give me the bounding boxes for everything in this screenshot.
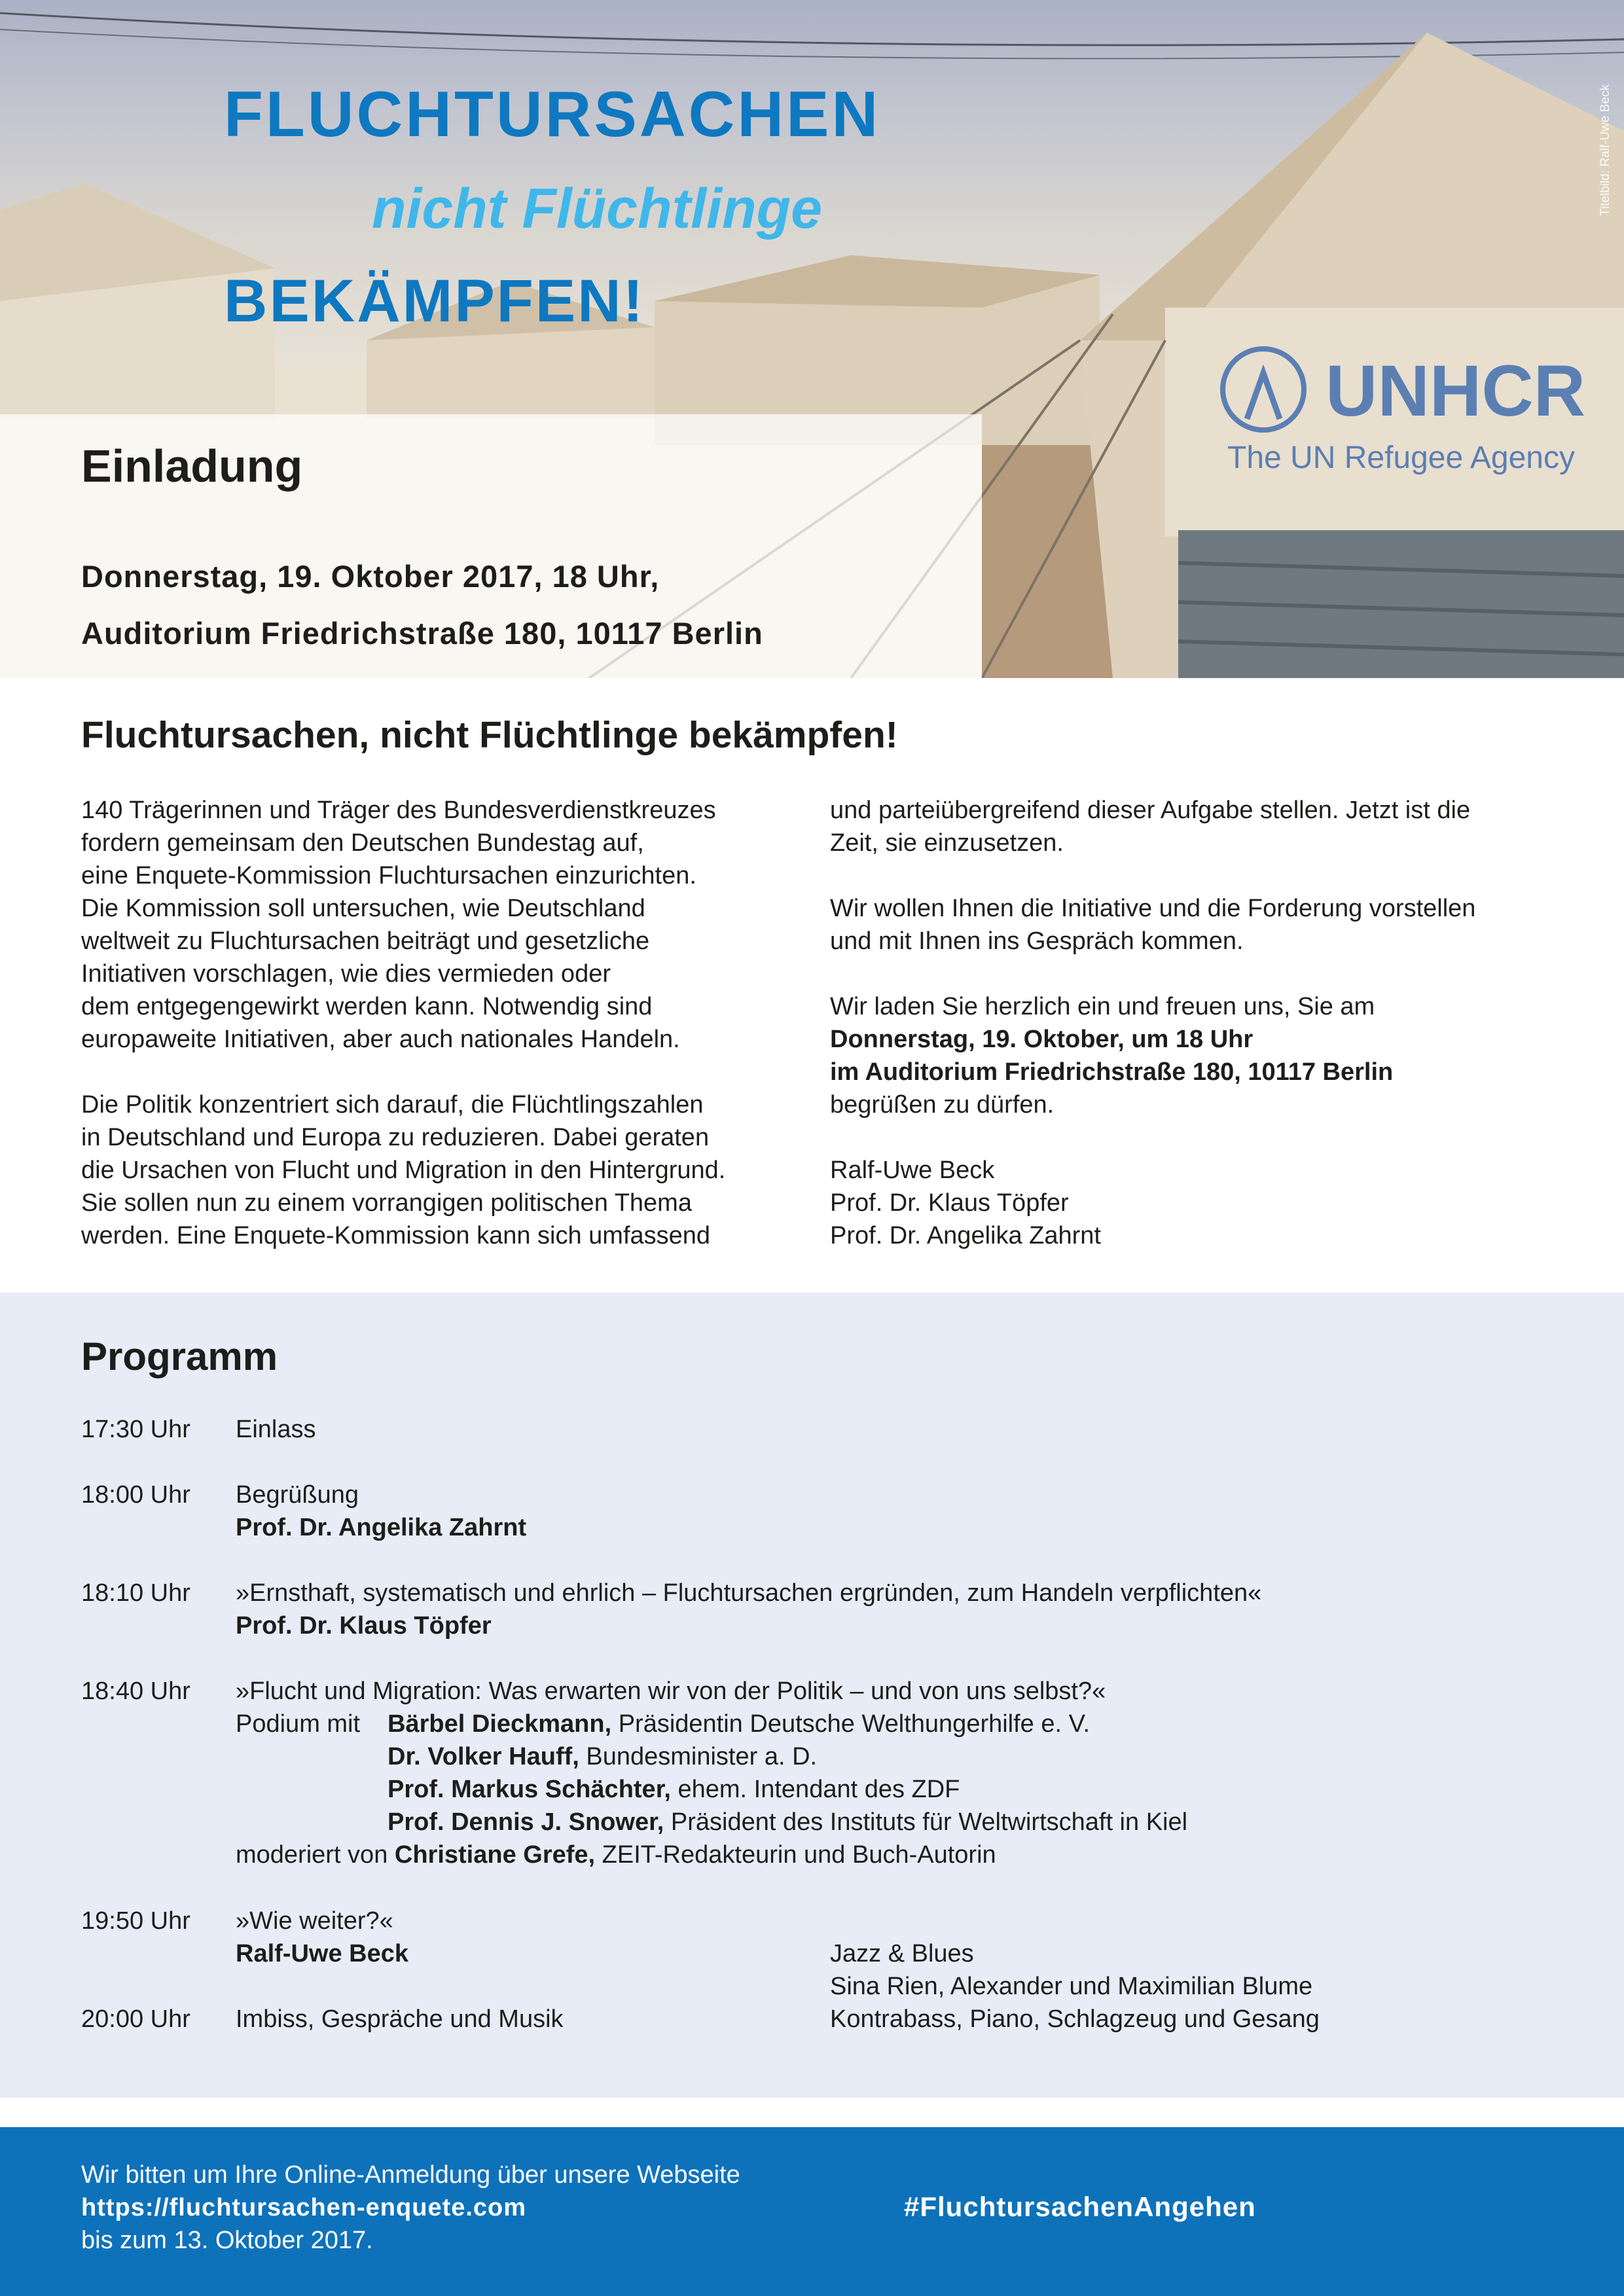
speaker-name: Prof. Dr. Angelika Zahrnt [236,1514,527,1541]
headline-line-3: BEKÄMPFEN! [224,268,645,334]
intro-heading: Fluchtursachen, nicht Flüchtlinge bekämpfen! [81,714,898,756]
intro-paragraph-3: und parteiübergreifend dieser Aufgabe stellen. Jetzt ist die Zeit, sie einzusetzen. [830,797,1471,857]
registration-link[interactable]: https://fluchtursachen-enquete.com [81,2194,527,2221]
intro-paragraph-4: Wir wollen Ihnen die Initiative und die Forderung vorstellen und mit Ihnen ins Gespräch kommen. [830,895,1476,955]
registration-text: Wir bitten um Ihre Online-Anmeldung über unsere Webseite https://fluchtursachen-enquete.com bis zum 13. Oktober 2017. [81,2161,740,2254]
program-time: 18:40 Uhr [81,1677,190,1705]
program-time: 20:00 Uhr [81,2005,190,2033]
music-info: Jazz & Blues Sina Rien, Alexander und Maximilian Blume Kontrabass, Piano, Schlagzeug und Gesang [830,1940,1320,2033]
program-time: 17:30 Uhr [81,1416,190,1443]
program-time: 18:10 Uhr [81,1579,190,1607]
invitation-date: Donnerstag, 19. Oktober 2017, 18 Uhr, [81,559,660,594]
intro-left-column [81,794,788,1252]
program-time: 18:00 Uhr [81,1481,190,1509]
registration-footer [0,2127,1624,2296]
speaker-name: Ralf-Uwe Beck [236,1940,408,1967]
svg-text:UNHCR: UNHCR [1326,351,1586,431]
headline-line-1: FLUCHTURSACHEN [224,78,881,150]
intro-paragraph-5: Wir laden Sie herzlich ein und freuen uns, Sie am Donnerstag, 19. Oktober, um 18 Uhr im Auditorium Friedrichstraße 180, 10117 Berlin begrüßen zu dürfen. [830,993,1394,1119]
invitation-title: Einladung [81,440,303,492]
program-title: Programm [81,1335,278,1378]
invitation-place: Auditorium Friedrichstraße 180, 10117 Berlin [81,616,763,651]
panel-row: Podium mit Bärbel Dieckmann, Präsidentin Deutsche Welthungerhilfe e. V. [236,1710,1091,1738]
event-place-bold: im Auditorium Friedrichstraße 180, 10117 Berlin [830,1058,1394,1086]
intro-paragraph-2: Die Politik konzentriert sich darauf, die Flüchtlingszahlen in Deutschland und Europa zu reduzieren. Dabei geraten die Ursachen von Flucht und Migration in den Hintergrund. Sie sollen nun zu einem vorrangigen politischen Thema werden. Eine Enquete-Kommission kann sich umfassend [81,1091,726,1249]
panel-row: Prof. Dennis J. Snower, Präsident des Instituts für Weltwirtschaft in Kiel [388,1808,1188,1836]
svg-text:The UN Refugee Agency: The UN Refugee Agency [1227,440,1575,475]
event-date-bold: Donnerstag, 19. Oktober, um 18 Uhr [830,1026,1254,1053]
speaker-name: Prof. Dr. Klaus Töpfer [236,1612,492,1640]
hashtag: #FluchtursachenAngehen [904,2191,1256,2222]
signatories: Ralf-Uwe Beck Prof. Dr. Klaus Töpfer Prof. Dr. Angelika Zahrnt [830,1157,1101,1249]
photo-credit: Titelbild: Ralf-Uwe Beck [1598,84,1612,216]
headline-line-2: nicht Flüchtlinge [372,177,822,240]
panel-row: Dr. Volker Hauff, Bundesminister a. D. [388,1743,818,1770]
intro-right-column [830,794,1537,1252]
panel-row: Prof. Markus Schächter, ehem. Intendant des ZDF [388,1776,960,1803]
program-time: 19:50 Uhr [81,1907,190,1935]
moderator-row: moderiert von Christiane Grefe, ZEIT-Redakteurin und Buch-Autorin [236,1841,996,1869]
intro-paragraph-1: 140 Trägerinnen und Träger des Bundesverdienstkreuzes fordern gemeinsam den Deutschen Bundestag auf, eine Enquete-Kommission Fluchtursachen einzurichten. Die Kommission soll untersuchen, wie Deutschland weltweit zu Fluchtursachen beiträgt und gesetzliche Initiativen vorschlagen, wie dies vermieden oder dem entgegengewirkt werden kann. Notwendig sind europaweite Initiativen, aber auch nationales Handeln. [81,797,716,1053]
